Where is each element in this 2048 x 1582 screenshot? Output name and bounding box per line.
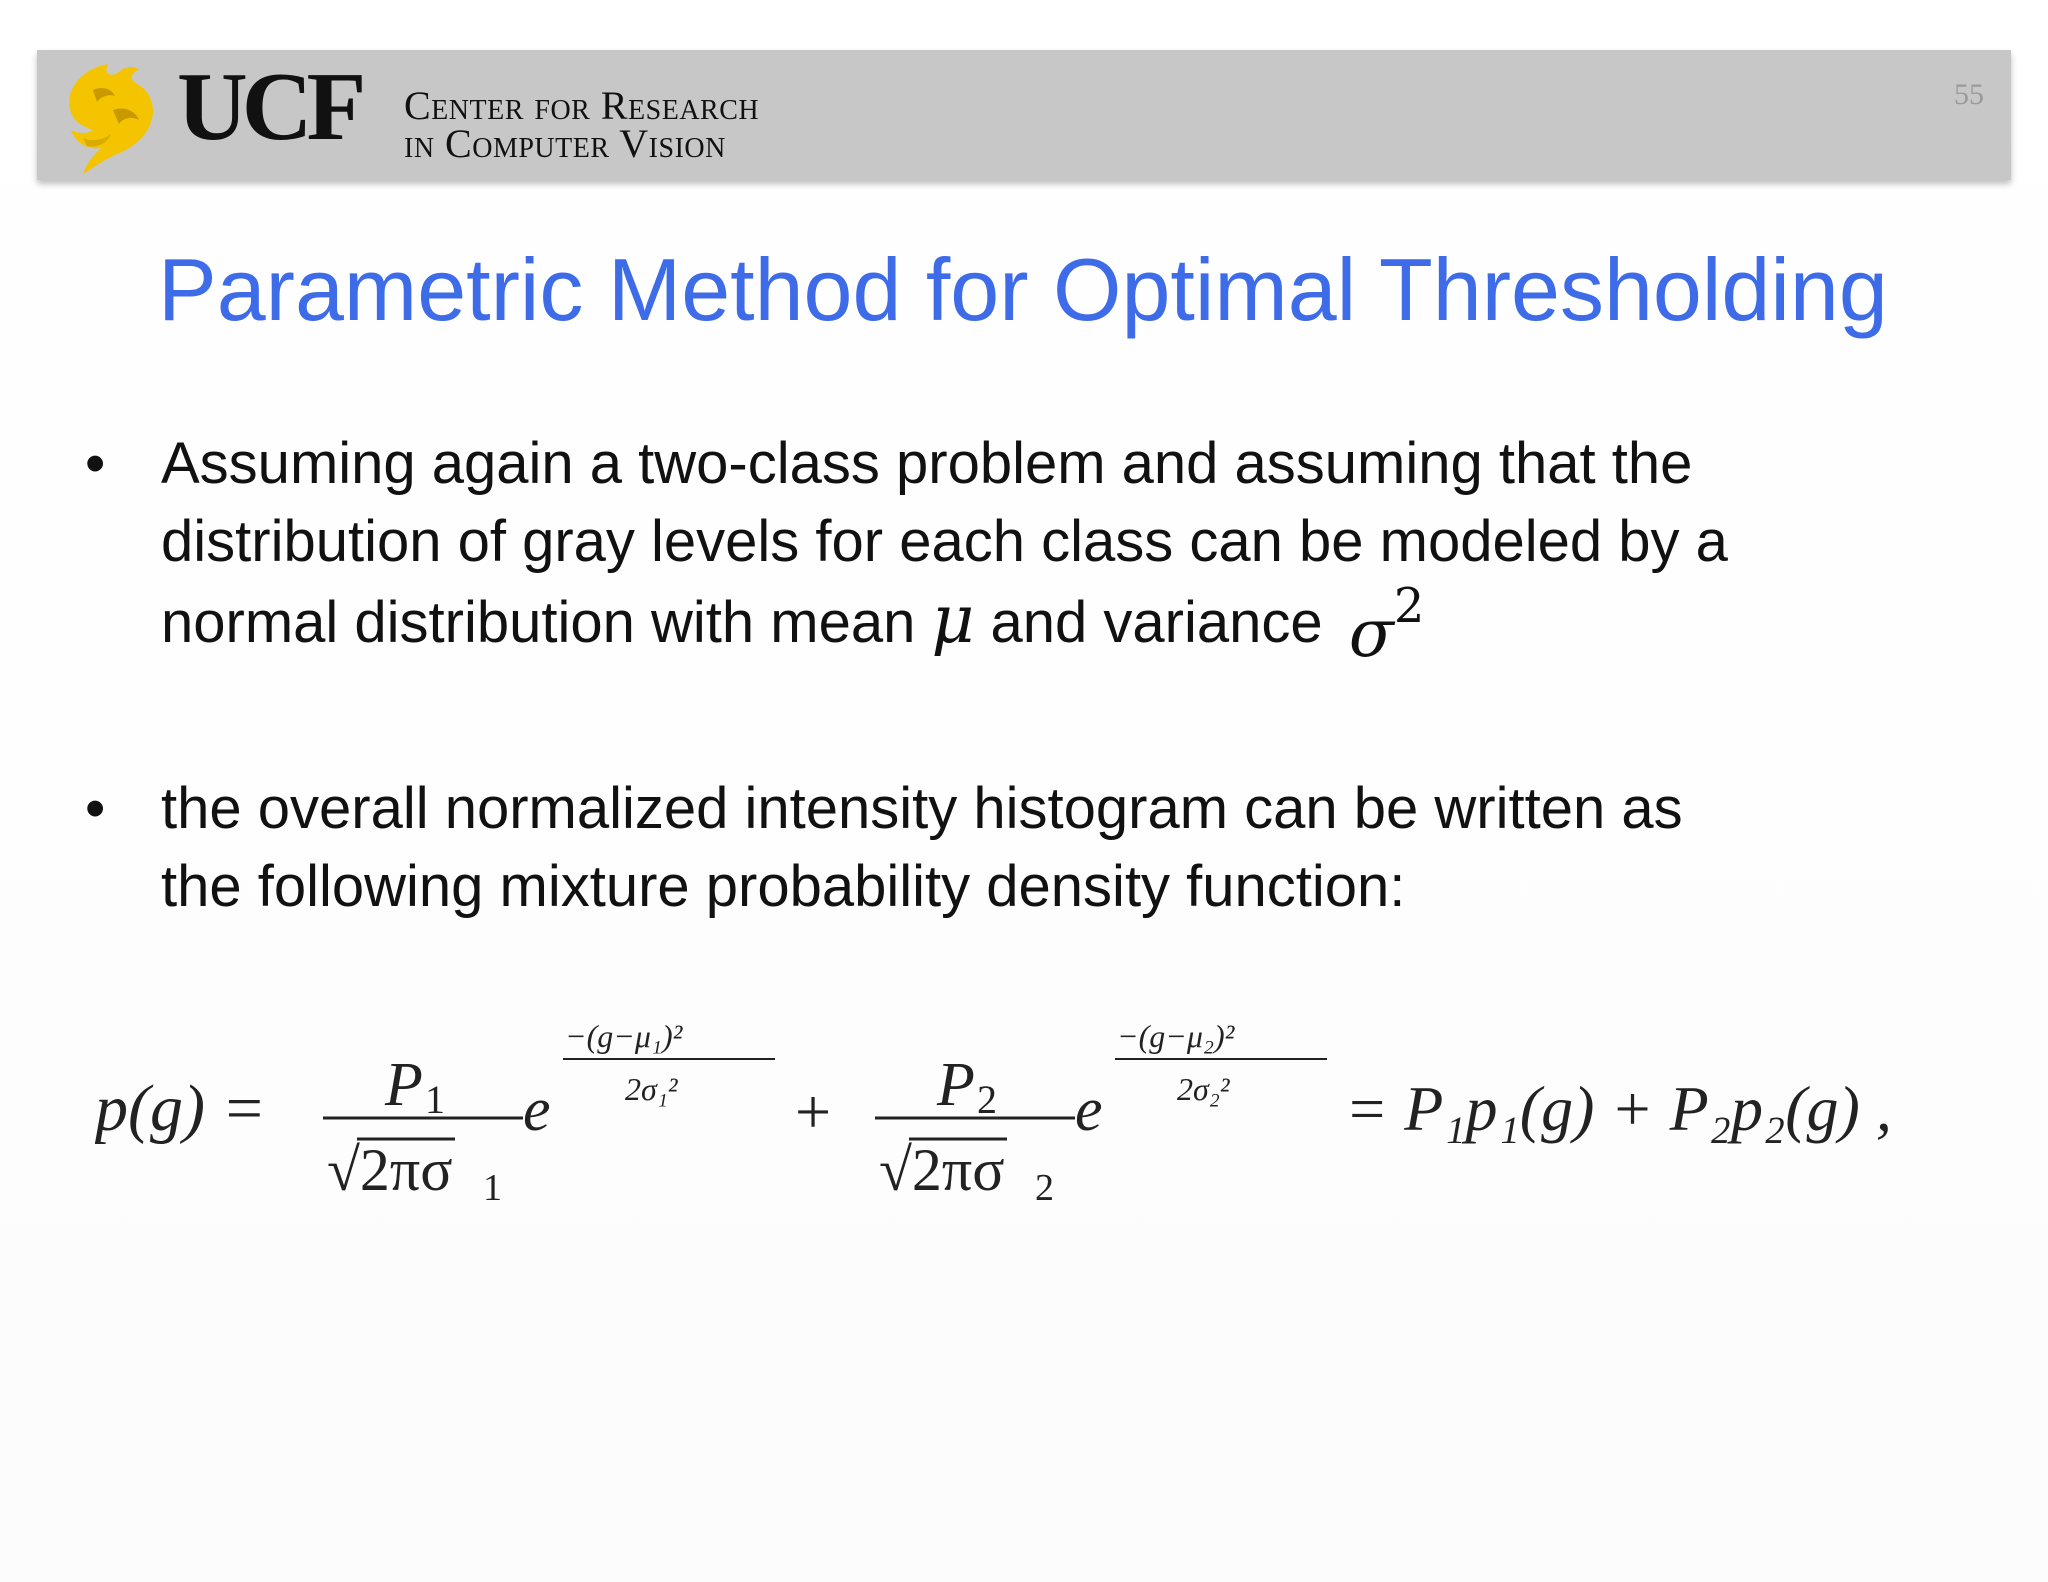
bullet-dot: • [85, 776, 106, 841]
bullet-1-line3-mid: and variance [990, 590, 1323, 655]
ucf-wordmark: UCF [177, 53, 361, 161]
eq-num1-sub: 1 [425, 1077, 445, 1122]
eq-lhs: p(g) = [95, 1072, 266, 1145]
eq-rhs: = P₁p₁(g) + P₂p₂(g) , [1345, 1073, 1892, 1144]
bullet-2-text [161, 770, 1683, 926]
slide-number: 55 [1954, 78, 1984, 111]
eq-e1: e [523, 1076, 551, 1144]
bullet-1-line3 [161, 578, 1728, 672]
variance-symbol [1348, 578, 1425, 672]
variance-sigma: σ [1348, 595, 1394, 672]
org-name-line2: in Computer Vision [404, 121, 726, 166]
eq-den1-sub: 1 [483, 1167, 502, 1209]
bullet-1-line2: distribution of gray levels for each class can be modeled by a [161, 509, 1728, 574]
eq-den2: √2πσ [879, 1137, 1005, 1203]
eq-exp1-den: 2σ₁² [625, 1071, 678, 1107]
bullet-2 [85, 770, 1985, 930]
header-bar [37, 50, 2011, 180]
eq-num2: P [937, 1051, 975, 1119]
slide-title: Parametric Method for Optimal Thresholding [158, 240, 1888, 339]
eq-num1: P [385, 1051, 423, 1119]
bullet-1 [85, 425, 1985, 672]
bullet-1-text [161, 425, 1728, 672]
eq-den2-sub: 2 [1035, 1167, 1054, 1209]
eq-e2: e [1075, 1076, 1103, 1144]
eq-den1: √2πσ [327, 1137, 453, 1203]
eq-num2-sub: 2 [977, 1077, 997, 1122]
variance-exponent: 2 [1393, 578, 1425, 634]
bullet-dot: • [85, 431, 106, 496]
org-name-line1: Center for Research [404, 83, 760, 128]
eq-exp2-den: 2σ₂² [1177, 1071, 1230, 1107]
mixture-pdf-equation [95, 1005, 1995, 1235]
mean-symbol: μ [931, 581, 975, 658]
eq-plus: + [795, 1076, 832, 1147]
org-name [404, 83, 760, 166]
eq-exp2-num: −(g−μ₂)² [1117, 1018, 1235, 1054]
bullet-1-line3-prefix: normal distribution with mean [161, 590, 916, 655]
pegasus-logo-icon [53, 50, 171, 180]
bullet-1-line1: Assuming again a two-class problem and assuming that the [161, 431, 1693, 496]
bullet-2-line1: the overall normalized intensity histogram can be written as [161, 776, 1683, 841]
bullet-2-line2: the following mixture probability density function: [161, 854, 1406, 919]
eq-exp1-num: −(g−μ₁)² [565, 1018, 683, 1054]
